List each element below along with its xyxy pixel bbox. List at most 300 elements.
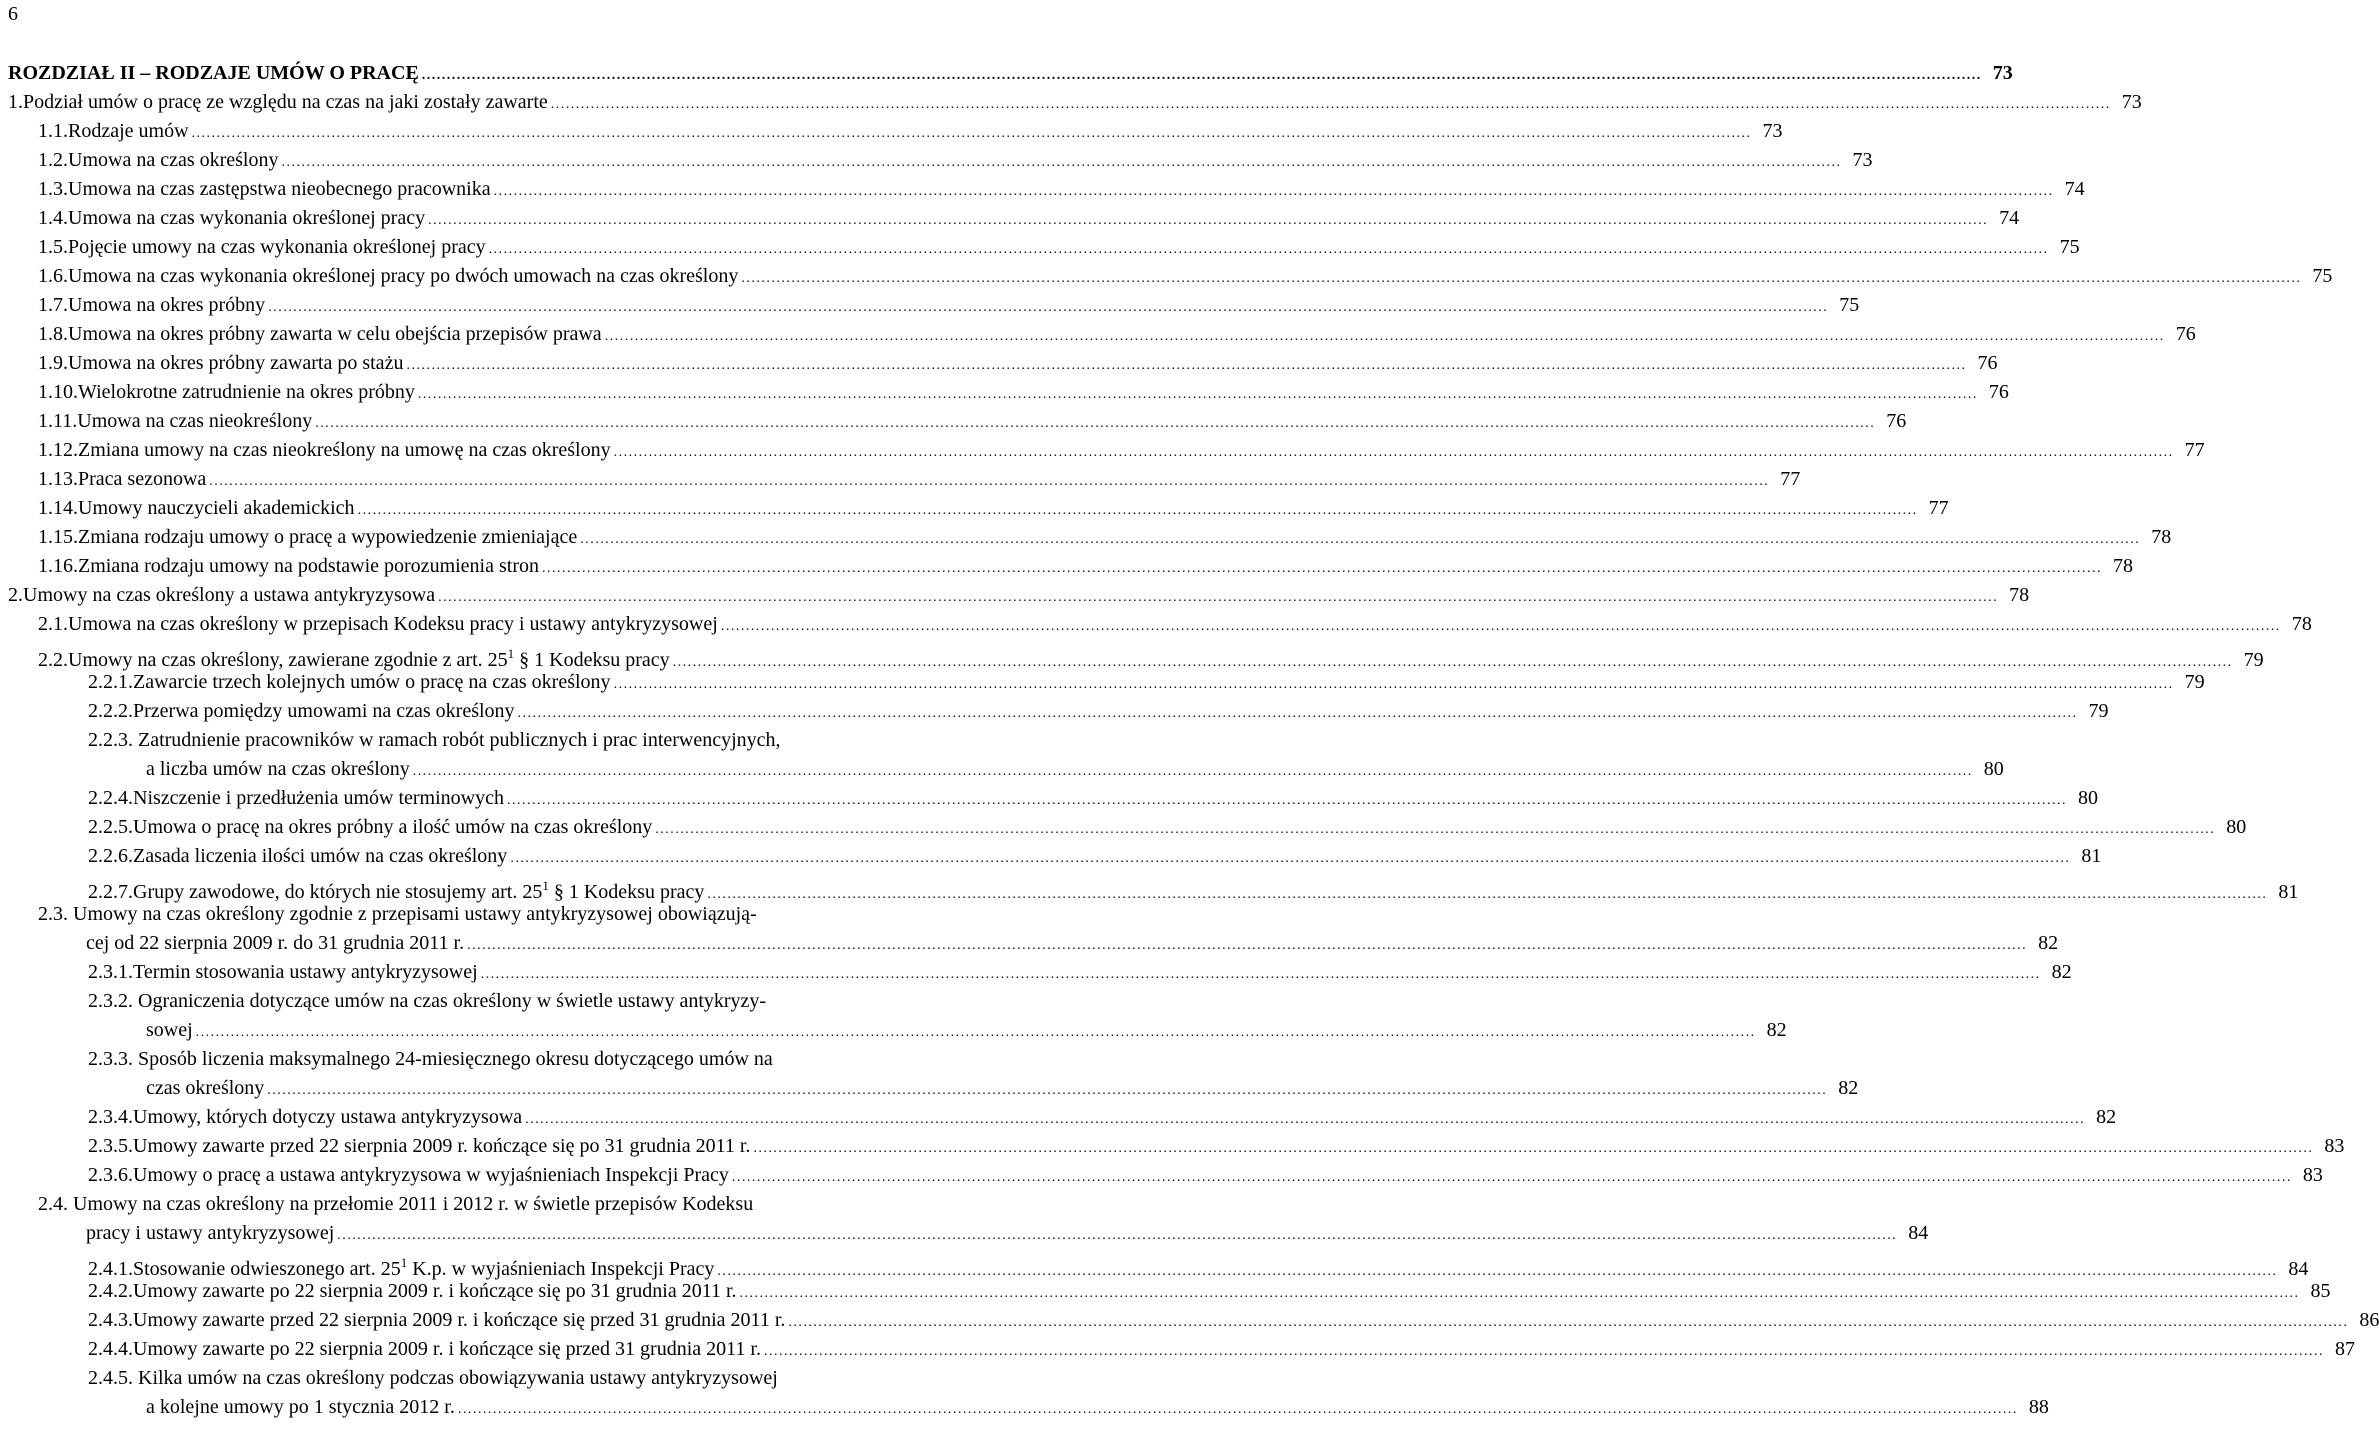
toc-entry: [0, 407, 1907, 436]
dot-leader: [494, 177, 2054, 206]
toc-entry-title: [133, 1103, 522, 1132]
toc-entry-title-text: Umowy, których dotyczy ustawa antykryzysowa: [133, 1106, 523, 1128]
toc-entry-line: [0, 88, 2142, 117]
toc-entry-number: 2.2.: [38, 649, 68, 671]
toc-entry: [0, 117, 1783, 146]
toc-page-number: 73: [1992, 62, 2013, 84]
toc-entry-number: 2.3.3.: [88, 1048, 138, 1070]
dot-leader: [764, 1337, 2324, 1366]
toc-entry-number: 2.4.3.: [88, 1309, 133, 1331]
toc-entry-title-text: Zmiana rodzaju umowy na podstawie porozumienia stron: [78, 555, 539, 577]
toc-entry-number: 2.2.3.: [88, 729, 138, 751]
toc-entry-title-text: Zmiana umowy na czas nieokreślony na umowę na czas określony: [78, 439, 611, 461]
toc-entry-title: [146, 1074, 264, 1103]
toc-entry-number: 2.4.2.: [88, 1280, 133, 1302]
toc-entry-title-text: Umowa o pracę na okres próbny a ilość umów na czas określony: [133, 816, 653, 838]
toc-entry-line: [0, 697, 2109, 726]
toc-entry-title: [133, 1161, 729, 1190]
toc-entry: [0, 494, 1949, 523]
toc-entry-title: [78, 465, 206, 494]
toc-entry-number: 1.15.: [38, 526, 78, 548]
toc-entry-title-text: cej od 22 sierpnia 2009 r. do 31 grudnia 2011 r.: [86, 932, 465, 954]
toc-entry-title: [146, 1016, 193, 1045]
dot-leader: [337, 1221, 1897, 1250]
toc-entry-number: 2.3.2.: [88, 990, 138, 1012]
dot-leader: [192, 119, 1752, 148]
toc-page-number: 73: [1852, 149, 1873, 171]
toc-entry-number: 2.: [8, 584, 23, 606]
toc-entry-first-line: [0, 726, 960, 755]
toc-entry-number: 1.10.: [38, 381, 78, 403]
toc-page-number: 79: [2243, 649, 2264, 671]
toc-entry-title: [68, 320, 602, 349]
toc-entry-number: 1.16.: [38, 555, 78, 577]
toc-entry: [0, 523, 2172, 552]
toc-page-number: 78: [2291, 613, 2312, 635]
toc-entry-title-text: Podział umów o pracę ze względu na czas na jaki zostały zawarte: [23, 91, 548, 113]
toc-entry-line: [0, 1248, 2309, 1280]
toc-page-number: 76: [2175, 323, 2196, 345]
toc-entry-line: [0, 291, 1860, 320]
toc-entry: [0, 987, 1787, 1045]
toc-entry-number: 1.: [8, 91, 23, 113]
toc-entry-title-text: Umowy zawarte przed 22 sierpnia 2009 r. kończące się po 31 grudnia 2011 r.: [133, 1135, 751, 1157]
toc-entry-title: [133, 1335, 761, 1364]
toc-entry-number: 2.2.7.: [88, 881, 133, 903]
dot-leader: [655, 815, 2215, 844]
toc-entry-title: [8, 58, 419, 88]
dot-leader: [413, 757, 1973, 786]
toc-entry-line: [0, 610, 2312, 639]
toc-page-number: 74: [1999, 207, 2020, 229]
toc-entry-title-text: Umowy na czas określony a ustawa antykryzysowa: [23, 584, 436, 606]
toc-entry: [0, 349, 1998, 378]
toc-entry-title-text: Praca sezonowa: [78, 468, 207, 490]
toc-entry-title-first-line: Zatrudnienie pracowników w ramach robót publicznych i prac interwencyjnych,: [138, 729, 781, 751]
toc-entry-first-line: [0, 1364, 960, 1393]
dot-leader: [507, 786, 2067, 815]
toc-entry-title-first-line: Umowy na czas określony na przełomie 2011 i 2012 r. w świetle przepisów Kodeksu: [73, 1193, 754, 1215]
dot-leader: [406, 351, 1966, 380]
toc-page-number: 82: [2096, 1106, 2117, 1128]
dot-leader: [518, 699, 2078, 728]
toc-entry-title: [78, 494, 355, 523]
toc-entry-number: 1.12.: [38, 439, 78, 461]
toc-entry-title-text: Umowy zawarte przed 22 sierpnia 2009 r. i kończące się przed 31 grudnia 2011 r.: [133, 1309, 786, 1331]
dot-leader: [467, 931, 2027, 960]
toc-entry-line: [0, 436, 2205, 465]
toc-page-number: 88: [2028, 1396, 2049, 1418]
toc-entry-title: [78, 378, 415, 407]
toc-page-number: 81: [2081, 845, 2102, 867]
toc-page-number: 74: [2064, 178, 2085, 200]
toc-page-number: 76: [1886, 410, 1907, 432]
toc-entry-title-text: Wielokrotne zatrudnienie na okres próbny: [78, 381, 415, 403]
toc-entry-number: 1.14.: [38, 497, 78, 519]
page-number: 6: [8, 3, 18, 25]
toc-entry: [0, 726, 2004, 784]
toc-entry-title-text: Umowa na czas określony: [68, 149, 279, 171]
toc-entry: [0, 871, 2299, 903]
toc-entry-first-line: [0, 987, 960, 1016]
toc-entry-number: 1.6.: [38, 265, 68, 287]
toc-entry-first-line: [0, 1045, 960, 1074]
toc-entry-title: [133, 697, 515, 726]
toc-entry-title-text: a kolejne umowy po 1 stycznia 2012 r.: [146, 1396, 455, 1418]
toc-entry-number: 1.11.: [38, 410, 78, 432]
toc-entry-line: [0, 1219, 1929, 1248]
toc-entry-title: [68, 117, 189, 146]
toc-entry: [0, 842, 2102, 871]
toc-entry-number: 2.4.4.: [88, 1338, 133, 1360]
toc-entry-line: [0, 1161, 2323, 1190]
toc-entry-title-text: Zmiana rodzaju umowy o pracę a wypowiedzenie zmieniające: [78, 526, 578, 548]
dot-leader: [209, 467, 1769, 496]
toc-chapter-entry: [0, 58, 2013, 88]
toc-entry-line: [0, 639, 2264, 671]
toc-page-number: 76: [1988, 381, 2009, 403]
toc-page-number: 81: [2278, 881, 2299, 903]
dot-leader: [481, 960, 2041, 989]
dot-leader: [282, 148, 1842, 177]
toc-page-number: 76: [1977, 352, 1998, 374]
toc-entry-title: [68, 175, 491, 204]
toc-entry-title: [86, 929, 464, 958]
dot-leader: [268, 293, 1828, 322]
toc-page-number: 86: [2359, 1309, 2379, 1331]
toc-entry-title: [68, 146, 279, 175]
dot-leader: [605, 322, 2165, 351]
toc-entry-line: [0, 871, 2299, 903]
toc-entry-line: [0, 320, 2196, 349]
superscript: 1: [542, 878, 549, 893]
toc-entry-title-text: ROZDZIAŁ II – RODZAJE UMÓW O PRACĘ: [8, 62, 419, 84]
toc-entry-number: 1.5.: [38, 236, 68, 258]
toc-page-number: 83: [2302, 1164, 2323, 1186]
toc-entry-title-suffix: K.p. w wyjaśnieniach Inspekcji Pracy: [407, 1258, 715, 1280]
toc-entry-line: [0, 465, 1801, 494]
toc-entry-number: 1.13.: [38, 468, 78, 490]
toc-entry-title-text: Umowa na czas wykonania określonej pracy: [68, 207, 426, 229]
toc-page-number: 73: [1762, 120, 1783, 142]
toc-entry-number: 2.2.1.: [88, 671, 133, 693]
toc-entry: [0, 610, 2312, 639]
toc-page-number: 78: [2113, 555, 2133, 577]
toc-entry-number: 1.3.: [38, 178, 68, 200]
toc-entry-title-text: Zasada liczenia ilości umów na czas określony: [133, 845, 508, 867]
toc-entry-line: [0, 1277, 2331, 1306]
dot-leader: [721, 612, 2281, 641]
dot-leader: [740, 1279, 2300, 1308]
toc-entry-number: 2.4.: [38, 1193, 73, 1215]
superscript: 1: [400, 1255, 408, 1270]
toc-page-number: 75: [1839, 294, 1860, 316]
dot-leader: [580, 525, 2140, 554]
toc-page-number: 75: [2312, 265, 2333, 287]
toc-entry-line: [0, 1074, 1859, 1103]
toc-entry-title-text: Umowy zawarte po 22 sierpnia 2009 r. i kończące się po 31 grudnia 2011 r.: [133, 1280, 737, 1302]
toc-entry-title-text: Umowy o pracę a ustawa antykryzysowa w wyjaśnieniach Inspekcji Pracy: [133, 1164, 729, 1186]
dot-leader: [788, 1308, 2348, 1337]
toc-entry-title: [68, 349, 403, 378]
toc-entry-line: [0, 523, 2172, 552]
toc-entry-title: [133, 784, 504, 813]
toc-entry-title: [78, 523, 577, 552]
toc-entry-title-suffix: § 1 Kodeksu pracy: [514, 649, 670, 671]
toc-entry: [0, 1132, 2345, 1161]
toc-entry-line: [0, 929, 2059, 958]
toc-entry-line: [0, 581, 2030, 610]
toc-entry: [0, 291, 1860, 320]
toc-entry: [0, 262, 2333, 291]
dot-leader: [741, 264, 2301, 293]
toc-page-number: 82: [2038, 932, 2059, 954]
toc-entry-title-suffix: § 1 Kodeksu pracy: [548, 881, 705, 903]
toc-page-number: 84: [2288, 1258, 2309, 1280]
dot-leader: [614, 438, 2174, 467]
toc-entry-title-text: Niszczenie i przedłużenia umów terminowych: [133, 787, 504, 809]
toc-entry-title: [23, 88, 548, 117]
toc-entry: [0, 813, 2247, 842]
toc-entry-line: [0, 1016, 1787, 1045]
toc-entry-line: [0, 784, 2098, 813]
dot-leader: [753, 1134, 2313, 1163]
toc-entry-title: [68, 233, 486, 262]
toc-entry: [0, 436, 2205, 465]
superscript: 1: [507, 646, 515, 661]
toc-entry: [0, 958, 2072, 987]
toc-entry: [0, 465, 1801, 494]
toc-entry: [0, 378, 2009, 407]
table-of-contents: [0, 58, 2379, 1422]
toc-page-number: 77: [1928, 497, 1949, 519]
toc-page-number: 77: [1780, 468, 1801, 490]
toc-entry-title-first-line: Kilka umów na czas określony podczas obowiązywania ustawy antykryzysowej: [138, 1367, 778, 1389]
toc-page-number: 82: [2051, 961, 2072, 983]
toc-entry-number: 2.1.: [38, 613, 68, 635]
toc-entry-line: [0, 494, 1949, 523]
dot-leader: [315, 409, 1875, 438]
toc-entry: [0, 233, 2080, 262]
toc-entry-title-first-line: Ograniczenia dotyczące umów na czas określony w świetle ustawy antykryzy-: [138, 990, 767, 1012]
toc-entry-title: [68, 610, 718, 639]
toc-entry-line: [0, 175, 2085, 204]
toc-entry-title-text: Umowa na czas wykonania określonej pracy po dwóch umowach na czas określony: [68, 265, 739, 287]
dot-leader: [458, 1395, 2018, 1424]
toc-entry-title: [146, 755, 410, 784]
toc-entry: [0, 320, 2196, 349]
toc-entry-number: 1.7.: [38, 294, 68, 316]
toc-entry-number: 2.3.4.: [88, 1106, 133, 1128]
toc-entry: [0, 668, 2205, 697]
dot-leader: [732, 1163, 2292, 1192]
toc-entry-number: 2.4.5.: [88, 1367, 138, 1389]
toc-entry-number: 1.1.: [38, 120, 68, 142]
toc-page-number: 80: [1983, 758, 2004, 780]
toc-page-number: 78: [2151, 526, 2172, 548]
toc-entry-title: [86, 1219, 334, 1248]
toc-entry: [0, 581, 2030, 610]
toc-entry-line: [0, 146, 1873, 175]
toc-entry-first-line: [0, 900, 960, 929]
toc-entry-line: [0, 842, 2102, 871]
toc-entry-title-text: Umowy zawarte po 22 sierpnia 2009 r. i kończące się przed 31 grudnia 2011 r.: [133, 1338, 761, 1360]
toc-entry-title: [133, 958, 478, 987]
toc-entry-title: [77, 407, 312, 436]
toc-entry-number: 2.3.6.: [88, 1164, 133, 1186]
toc-entry-line: [0, 349, 1998, 378]
toc-entry-number: 2.2.4.: [88, 787, 133, 809]
toc-entry-title-text: Rodzaje umów: [68, 120, 189, 142]
dot-leader: [428, 206, 1988, 235]
toc-entry-title-text: sowej: [146, 1019, 193, 1041]
toc-entry-line: [0, 1132, 2345, 1161]
toc-entry: [0, 1045, 1859, 1103]
toc-entry-line: [0, 958, 2072, 987]
toc-entry-title-text: Umowy na czas określony, zawierane zgodnie z art. 25: [68, 649, 508, 671]
toc-entry-title: [133, 1306, 785, 1335]
toc-entry-number: 2.3.: [38, 903, 73, 925]
toc-entry-title-text: Pojęcie umowy na czas wykonania określonej pracy: [68, 236, 486, 258]
toc-entry: [0, 1161, 2323, 1190]
toc-entry: [0, 1277, 2331, 1306]
toc-entry: [0, 1190, 1929, 1248]
toc-entry-line: [0, 1335, 2355, 1364]
toc-page-number: 83: [2324, 1135, 2345, 1157]
toc-page-number: 75: [2059, 236, 2080, 258]
toc-entry-number: 2.2.2.: [88, 700, 133, 722]
toc-entry-line: [0, 407, 1907, 436]
dot-leader: [489, 235, 2049, 264]
toc-entry-number: 1.2.: [38, 149, 68, 171]
dot-leader: [267, 1076, 1827, 1105]
toc-entry-number: 2.2.5.: [88, 816, 133, 838]
toc-entry-line: [0, 117, 1783, 146]
toc-entry-title-text: Umowa na okres próbny zawarta w celu obejścia przepisów prawa: [68, 323, 602, 345]
toc-entry-title-text: Umowy nauczycieli akademickich: [78, 497, 355, 519]
toc-entry-line: [0, 262, 2333, 291]
toc-entry-title-first-line: Sposób liczenia maksymalnego 24-miesięcznego okresu dotyczącego umów na: [138, 1048, 773, 1070]
toc-entry-line: [0, 1393, 2049, 1422]
toc-entry-title: [78, 436, 611, 465]
toc-entry-title: [78, 552, 539, 581]
toc-entry-number: 1.8.: [38, 323, 68, 345]
toc-entry-title-first-line: Umowy na czas określony zgodnie z przepisami ustawy antykryzysowej obowiązują-: [73, 903, 757, 925]
toc-entry-number: 2.2.6.: [88, 845, 133, 867]
toc-entry: [0, 175, 2085, 204]
toc-entry-number: 2.4.1.: [88, 1258, 133, 1280]
toc-page-number: 79: [2184, 671, 2205, 693]
toc-entry-number: 1.9.: [38, 352, 68, 374]
toc-entry-title: [68, 204, 425, 233]
toc-entry-title-text: Stosowanie odwieszonego art. 25: [133, 1258, 401, 1280]
toc-entry: [0, 1306, 2379, 1335]
dot-leader: [614, 670, 2174, 699]
toc-entry-line: [0, 552, 2133, 581]
toc-entry-title-text: pracy i ustawy antykryzysowej: [86, 1222, 335, 1244]
toc-entry-line: [0, 378, 2009, 407]
toc-page-number: 73: [2121, 91, 2142, 113]
toc-page-number: 84: [1908, 1222, 1929, 1244]
toc-entry: [0, 697, 2109, 726]
toc-page-number: 78: [2009, 584, 2030, 606]
toc-page-number: 85: [2310, 1280, 2331, 1302]
toc-entry-line: [0, 755, 2004, 784]
toc-entry-title-text: Umowa na okres próbny zawarta po stażu: [68, 352, 404, 374]
toc-entry-title: [133, 1132, 750, 1161]
toc-page-number: 80: [2226, 816, 2247, 838]
toc-entry: [0, 1248, 2309, 1280]
dot-leader: [438, 583, 1998, 612]
toc-page-number: 80: [2077, 787, 2098, 809]
dot-leader: [551, 90, 2111, 119]
toc-entry: [0, 204, 2020, 233]
toc-page-number: 79: [2088, 700, 2109, 722]
toc-entry-title: [133, 842, 507, 871]
toc-page-number: 87: [2334, 1338, 2355, 1360]
toc-entry: [0, 639, 2264, 671]
toc-entry-title-text: Przerwa pomiędzy umowami na czas określony: [133, 700, 515, 722]
toc-entry-title-text: Umowa na czas nieokreślony: [77, 410, 313, 432]
toc-entry-title-text: Umowa na czas określony w przepisach Kodeksu pracy i ustawy antykryzysowej: [68, 613, 718, 635]
toc-entry-number: 2.3.1.: [88, 961, 133, 983]
toc-entry-title-text: Umowa na czas zastępstwa nieobecnego pracownika: [68, 178, 491, 200]
toc-entry-line: [0, 233, 2080, 262]
toc-entry: [0, 552, 2133, 581]
toc-entry-first-line: [0, 1190, 960, 1219]
dot-leader: [525, 1105, 2085, 1134]
dot-leader: [422, 61, 1982, 91]
toc-entry: [0, 1103, 2117, 1132]
toc-entry-line: [0, 58, 2013, 88]
toc-entry-number: 1.4.: [38, 207, 68, 229]
dot-leader: [542, 554, 2102, 583]
toc-entry-title: [133, 813, 652, 842]
toc-page-number: 82: [1766, 1019, 1787, 1041]
toc-entry-title-text: Grupy zawodowe, do których nie stosujemy art. 25: [133, 881, 543, 903]
toc-entry-title: [68, 262, 738, 291]
toc-entry-line: [0, 813, 2247, 842]
toc-entry: [0, 146, 1873, 175]
toc-entry: [0, 784, 2098, 813]
toc-entry-title-text: czas określony: [146, 1077, 265, 1099]
dot-leader: [358, 496, 1918, 525]
toc-entry-line: [0, 1306, 2379, 1335]
toc-entry-line: [0, 1103, 2117, 1132]
dot-leader: [418, 380, 1978, 409]
toc-entry-title-text: a liczba umów na czas określony: [146, 758, 410, 780]
toc-entry: [0, 88, 2142, 117]
toc-entry-title-text: Zawarcie trzech kolejnych umów o pracę na czas określony: [133, 671, 611, 693]
toc-entry-title: [133, 1277, 737, 1306]
toc-entry: [0, 1335, 2355, 1364]
toc-entry-title: [68, 291, 265, 320]
toc-entry-title: [133, 668, 611, 697]
dot-leader: [510, 844, 2070, 873]
toc-entry-title-text: Umowa na okres próbny: [68, 294, 266, 316]
toc-entry: [0, 900, 2059, 958]
toc-page-number: 82: [1838, 1077, 1859, 1099]
toc-entry: [0, 1364, 2049, 1422]
toc-entry-title: [23, 581, 435, 610]
dot-leader: [196, 1018, 1756, 1047]
toc-entry-title: [146, 1393, 455, 1422]
toc-entry-title-text: Termin stosowania ustawy antykryzysowej: [133, 961, 478, 983]
toc-page-number: 77: [2184, 439, 2205, 461]
toc-entry-line: [0, 668, 2205, 697]
toc-entry-line: [0, 204, 2020, 233]
toc-entry-number: 2.3.5.: [88, 1135, 133, 1157]
